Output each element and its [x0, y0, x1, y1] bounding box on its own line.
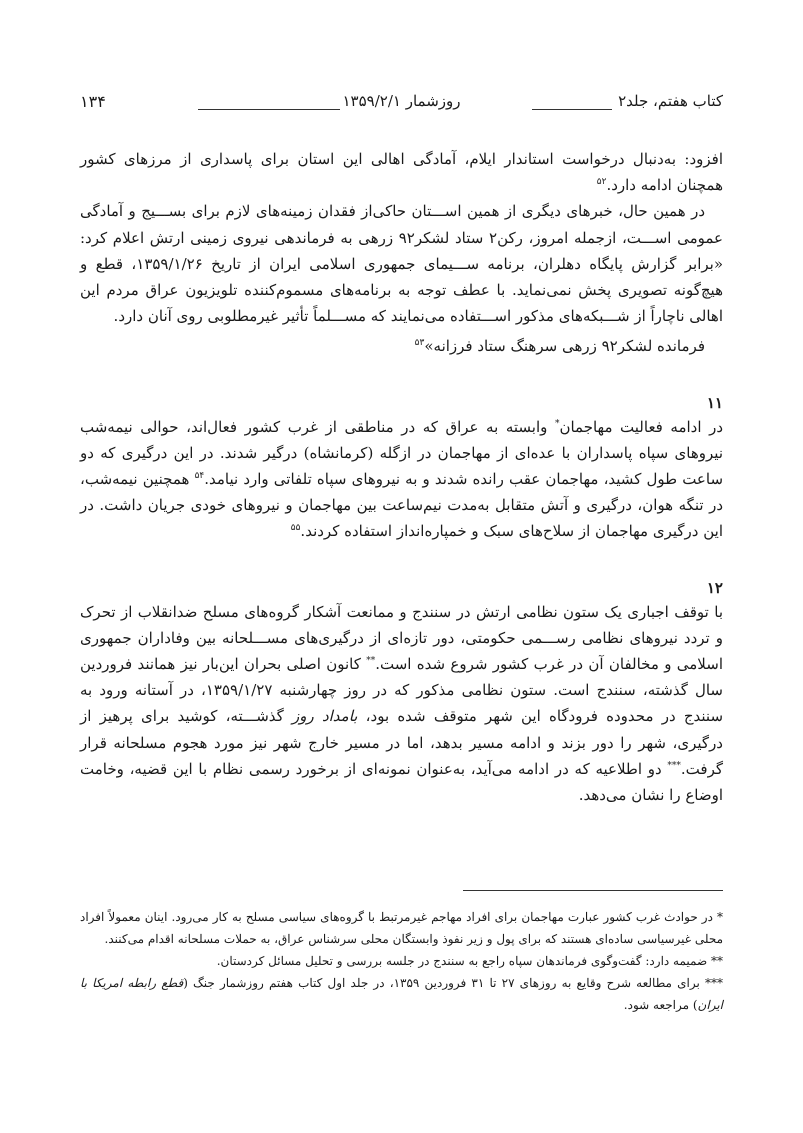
paragraph-sanandaj	[80, 599, 723, 809]
paragraph-text: دو اطلاعیه که در ادامه می‌آید، به‌عنوان نمونه‌ای از برخورد رسمی نظام با این قضیه، وخامت اوضاع را نشان می‌دهد.	[80, 759, 723, 805]
footnote-ref: ۵۵	[290, 523, 301, 534]
page-number: ۱۳۴	[80, 92, 106, 111]
signature-text: فرمانده لشکر۹۲ زرهی سرهنگ ستاد فرزانه»	[424, 337, 705, 356]
header-rule-right	[532, 109, 612, 110]
footnote-text: *** برای مطالعه شرح وقایع به روزهای ۲۷ تا ۳۱ فروردین ۱۳۵۹، در جلد اول کتاب هفتم روزشمار جنگ (	[183, 976, 723, 990]
italic-book-title: قطع رابطه امریکا با ایران	[80, 976, 723, 1012]
chronicle-date: روزشمار ۱۳۵۹/۲/۱	[342, 92, 461, 110]
footnote-3	[80, 972, 723, 1016]
signature-line	[80, 333, 723, 359]
book-title: کتاب هفتم، جلد۲	[618, 92, 723, 110]
paragraph-text: کانون اصلی بحران این‌بار نیز همانند فروردین سال گذشته، سنندج است. ستون نظامی مذکور که در روز چهارشنبه ۱۳۵۹/۱/۲۷، در آستانه ورود به سنندج در محدوده فرودگاه این شهر متوقف شده بود،	[80, 655, 724, 726]
footnote-2: ** ضمیمه دارد: گفت‌وگوی فرماندهان سپاه راجع به سنندج در جلسه بررسی و تحلیل مسائل کردستان.	[216, 954, 723, 968]
section-number-11: ۱۱	[706, 393, 723, 412]
section-number-12: ۱۲	[706, 578, 723, 597]
main-text	[80, 146, 723, 808]
footnote-ref: ۵۳	[414, 338, 425, 349]
paragraph-text: افزود: به‌دنبال درخواست استاندار ایلام، آمادگی اهالی این استان برای پاسداری از مرزهای کشور همچنان ادامه دارد.	[80, 150, 723, 195]
footnote-marker: ***	[667, 760, 681, 771]
paragraph-text: در ادامه فعالیت مهاجمان	[559, 417, 724, 436]
paragraph-dehloran-report: در همین حال، خبرهای دیگری از همین اســـتان حاکی‌از فقدان زمینه‌های لازم برای بســـیج و آمادگی عمومی اســـت، ازجمله امروز، رکن۲ ستاد لشکر۹۲ زرهی به فرماندهی نیروی زمینی ارتش اعلام کرد: «برابر گزارش پایگاه دهلران، برنامه ســـیمای جمهوری اسلامی ایران از تاریخ ۱۳۵۹/۱/۲۶، قطع و هیچ‌گونه تصویری پخش نمی‌نماید. با عطف توجه به برنامه‌های مسموم‌کننده تلویزیون عراق مردم این اهالی ناچاراً از شـــبکه‌های مذکور اســـتفاده می‌نمایند که مســـلماً تأثیر غیرمطلوبی روی آنان دارد.	[80, 202, 723, 326]
footnote-ref: ۵۲	[596, 177, 607, 188]
footnote-1: * در حوادث غرب کشور عبارت مهاجمان برای افراد مهاجم غیرمرتبط با گروه‌های سیاسی مسلح به کار می‌رود. اینان معمولاً افراد محلی غیرسیاسی ساده‌ای هستند که برای پول و زیر نفوذ وابستگان محلی سرشناس عراق، به حملات مسلحانه اقدام می‌کنند.	[80, 910, 724, 946]
footnote-ref: ۵۴	[194, 471, 205, 482]
footnote-marker: **	[366, 656, 376, 667]
running-header	[80, 92, 723, 118]
footnote-text: ) مراجعه شود.	[623, 998, 698, 1012]
paragraph-attackers	[80, 414, 723, 545]
paragraph-ilam	[80, 146, 723, 198]
italic-text: بامداد روز	[292, 707, 358, 726]
paragraph-text: با توقف اجباری یک ستون نظامی ارتش در سنندج و ممانعت آشکار گروه‌های مسلح ضدانقلاب از تحرک و تردد نیروهای نظامی رســـمی حکومتی، دور تازه‌ای از درگیری‌های مســـلحانه بین وفاداران جمهوری اسلامی و مخالفان آن در غرب کشور شروع شده است.	[80, 602, 723, 674]
paragraph-text: همچنین نیمه‌شب، در تنگه هوان، درگیری و آتش متقابل به‌مدت نیم‌ساعت بین مهاجمان و نیروهای خودی جریان داشت. در این درگیری مهاجمان از سلاح‌های سبک و خمپاره‌انداز استفاده کردند.	[80, 470, 723, 541]
footnote-marker: *	[554, 418, 560, 429]
footnote-separator	[463, 890, 723, 891]
paragraph-text: گذشـــته، کوشید برای پرهیز از درگیری، شهر را دور بزند و ادامه مسیر بدهد، اما در مسیر خارج شهر نیز مورد هجوم مسلحانه قرار گرفت.	[80, 707, 723, 778]
paragraph-text: وابسته به عراق که در مناطقی از غرب کشور فعال‌اند، حوالی نیمه‌شب نیروهای سپاه پاسداران با عده‌ای از مهاجمان در ازگله (کرمانشاه) درگیر شدند. در این درگیری که دو ساعت طول کشید، مهاجمان عقب رانده شدند و به نیروهای سپاه تلفاتی وارد نیامد.	[80, 417, 724, 489]
footnotes	[80, 906, 723, 1016]
